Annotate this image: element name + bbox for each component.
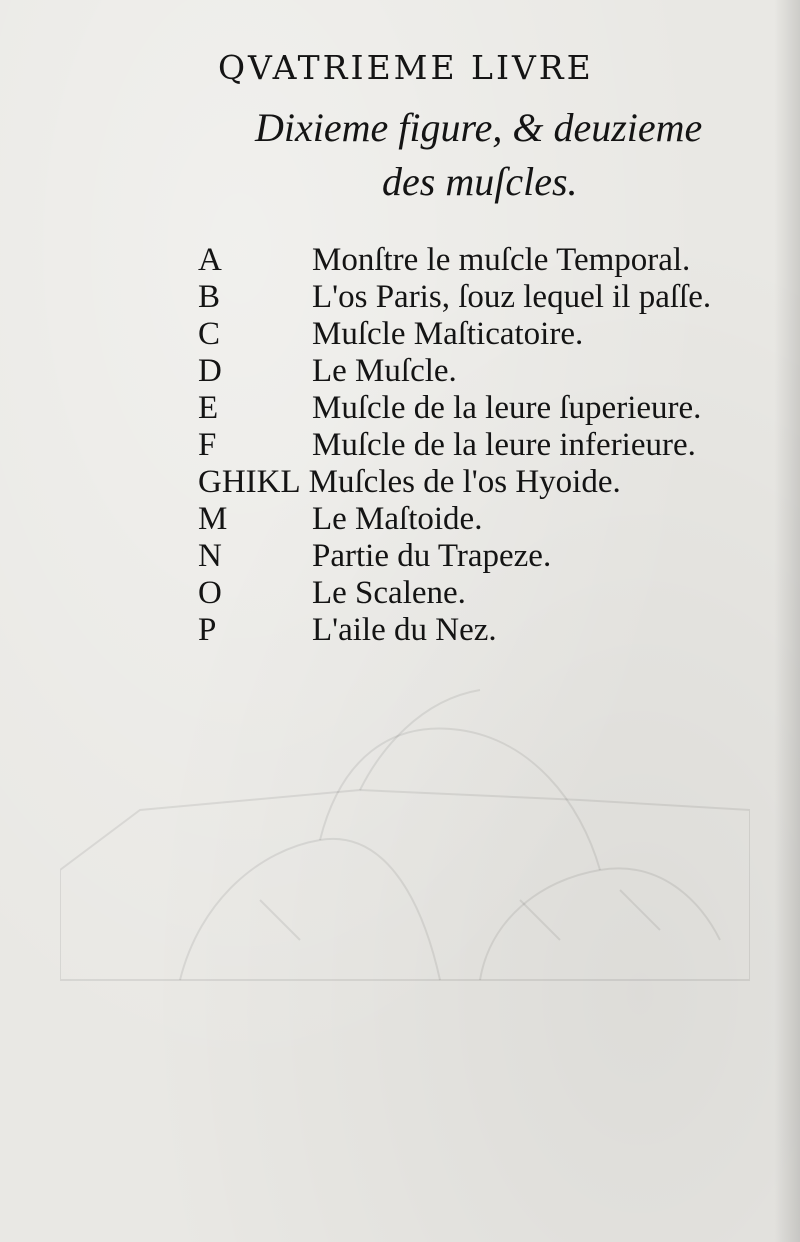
- legend-text: Le Scalene.: [312, 575, 466, 611]
- legend-text: L'aile du Nez.: [312, 612, 497, 648]
- legend-key: GHIKL: [198, 464, 301, 500]
- legend-row: [198, 575, 758, 612]
- legend-key: B: [198, 279, 221, 315]
- legend-row: [198, 427, 758, 464]
- figure-title-line-1: Dixieme figure, & deuzieme: [255, 105, 703, 150]
- legend-key: C: [198, 316, 221, 352]
- legend-row: [198, 612, 758, 649]
- legend-key: A: [198, 242, 222, 278]
- legend-text: Le Muſcle.: [312, 353, 457, 389]
- legend-row: [198, 279, 758, 316]
- legend-row: [198, 501, 758, 538]
- legend-text: Muſcle de la leure inferieure.: [312, 427, 696, 463]
- legend-text: Le Maſtoide.: [312, 501, 483, 537]
- legend-key: M: [198, 501, 228, 537]
- legend-row: [198, 464, 758, 501]
- legend-key: N: [198, 538, 222, 574]
- legend-row: [198, 538, 758, 575]
- legend-text: Muſcles de l'os Hyoide.: [308, 464, 621, 500]
- legend-key: D: [198, 353, 222, 389]
- legend-key: F: [198, 427, 217, 463]
- legend-row: [198, 242, 758, 279]
- legend-text: Muſcle Maſticatoire.: [312, 316, 584, 352]
- figure-legend: [198, 242, 758, 649]
- legend-text: L'os Paris, ſouz lequel il paſſe.: [312, 279, 712, 315]
- legend-row: [198, 353, 758, 390]
- legend-text: Partie du Trapeze.: [312, 538, 552, 574]
- legend-text: Monſtre le muſcle Temporal.: [312, 242, 691, 278]
- legend-row: [198, 390, 758, 427]
- legend-text: Muſcle de la leure ſuperieure.: [312, 390, 702, 426]
- legend-key: O: [198, 575, 222, 611]
- legend-key: E: [198, 390, 219, 426]
- bleed-through-illustration: [60, 640, 750, 990]
- legend-row: [198, 316, 758, 353]
- running-head: QVATRIEME LIVRE: [218, 48, 594, 87]
- figure-title-line-2: des muſcles.: [382, 159, 578, 204]
- legend-key: P: [198, 612, 217, 648]
